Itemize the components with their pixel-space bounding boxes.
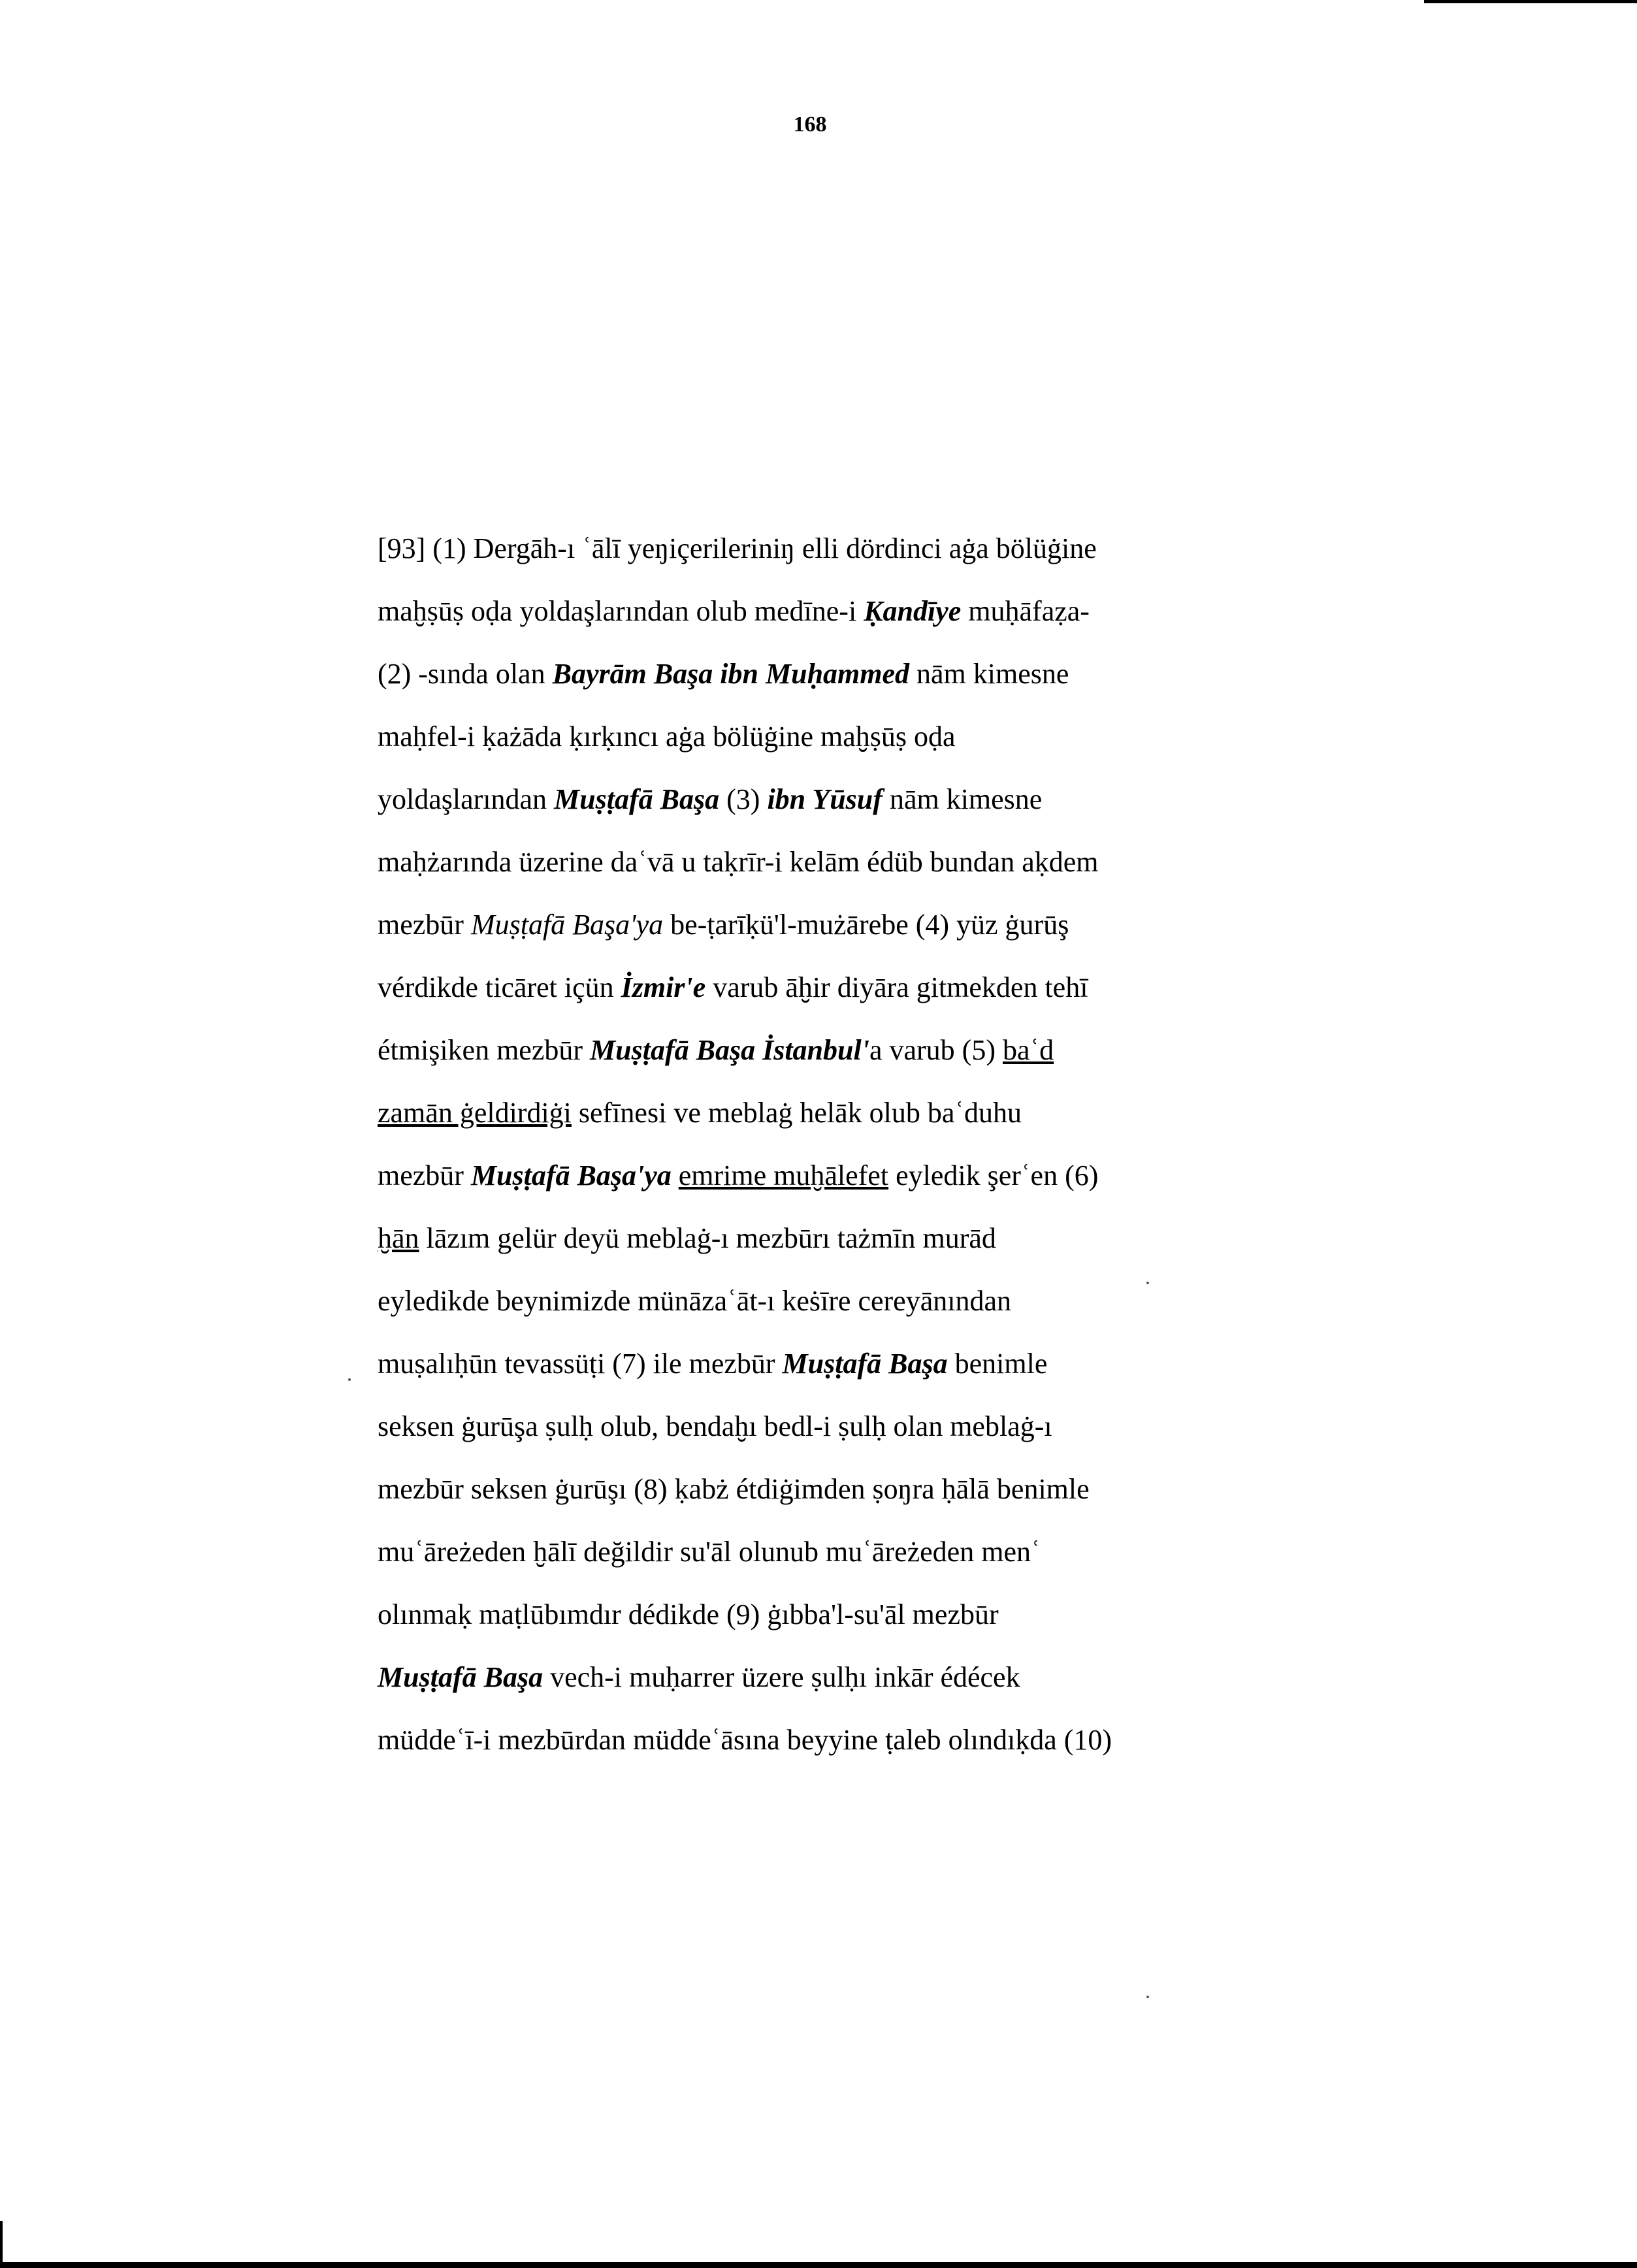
- text-segment: étmişiken mezbūr: [378, 1034, 591, 1066]
- scan-speck: [1146, 1996, 1149, 1998]
- text-line: [378, 705, 1292, 768]
- emphasized-segment: Muṣṭafā Başa İstanbul': [590, 1034, 869, 1066]
- text-segment: benimle: [947, 1348, 1048, 1380]
- text-line: [378, 1144, 1292, 1207]
- text-segment: muʿāreżeden ḫālī değildir su'āl olunub muʿāreżeden menʿ: [378, 1536, 1041, 1568]
- emphasized-segment: ibn Yūsuf: [767, 783, 883, 815]
- text-segment: [93] (1) Dergāh-ı ʿālī yeŋiçerileriniŋ elli dördinci aġa bölüġine: [378, 532, 1097, 564]
- text-line: [378, 894, 1292, 956]
- text-line: [378, 831, 1292, 894]
- page-number: 168: [793, 112, 827, 137]
- text-segment: nām kimesne: [909, 658, 1069, 690]
- text-line: [378, 1019, 1292, 1082]
- text-segment: maḫṣūṣ oḍa yoldaşlarından olub medīne-i: [378, 595, 864, 627]
- scan-edge-bottom: [0, 2262, 1637, 2268]
- text-segment: [672, 1159, 679, 1191]
- text-segment: (3): [719, 783, 768, 815]
- text-line: [378, 1333, 1292, 1395]
- scan-speck: [348, 1378, 351, 1381]
- text-segment: sefīnesi ve meblaġ helāk olub baʿduhu: [571, 1097, 1022, 1129]
- transcription-body: [378, 517, 1292, 1772]
- emphasized-segment: Muṣṭafā Başa: [554, 783, 720, 815]
- text-segment: eyledik şerʿen (6): [888, 1159, 1099, 1191]
- text-line: [378, 768, 1292, 831]
- text-line: [378, 1082, 1292, 1144]
- text-line: [378, 1583, 1292, 1646]
- scan-edge-left: [0, 2221, 3, 2268]
- text-segment: eyledikde beynimizde münāzaʿāt-ı keṡīre cereyānından: [378, 1285, 1011, 1317]
- text-segment: muṣalıḥūn tevassüṭi (7) ile mezbūr: [378, 1348, 783, 1380]
- text-line: [378, 956, 1292, 1019]
- scan-speck: [1146, 1282, 1149, 1284]
- text-line: [378, 580, 1292, 643]
- text-line: [378, 643, 1292, 705]
- text-segment: müddeʿī-i mezbūrdan müddeʿāsına beyyine ṭaleb olındıḳda (10): [378, 1724, 1112, 1756]
- text-line: [378, 1709, 1292, 1772]
- underlined-segment: ḫān: [378, 1222, 419, 1254]
- emphasized-segment: Ḳandīye: [864, 595, 962, 627]
- scan-edge-top: [1424, 0, 1637, 3]
- emphasized-segment: Muṣṭafā Başa'ya: [470, 1159, 672, 1191]
- text-segment: maḥfel-i ḳażāda ḳırḳıncı aġa bölüġine maḫṣūṣ oḍa: [378, 721, 956, 753]
- emphasized-segment: Muṣṭafā Başa'ya: [470, 909, 664, 941]
- underlined-segment: emrime muḫālefet: [678, 1159, 889, 1191]
- text-line: [378, 1207, 1292, 1270]
- text-segment: olınmaḳ maṭlūbımdır dédikde (9) ġıbba'l-su'āl mezbūr: [378, 1598, 999, 1630]
- text-segment: (2) -sında olan: [378, 658, 553, 690]
- emphasized-segment: Bayrām Başa ibn Muḥammed: [552, 658, 910, 690]
- underlined-segment: zamān ġeldirdiġi: [378, 1097, 572, 1129]
- text-segment: muḥāfaẓa-: [961, 595, 1090, 627]
- text-line: [378, 1521, 1292, 1583]
- text-segment: maḥżarında üzerine daʿvā u taḳrīr-i kelām édüb bundan aḳdem: [378, 846, 1099, 878]
- text-line: [378, 1458, 1292, 1521]
- text-line: [378, 1395, 1292, 1458]
- emphasized-segment: Muṣṭafā Başa: [782, 1348, 948, 1380]
- text-segment: be-ṭarīḳü'l-mużārebe (4) yüz ġurūş: [663, 909, 1069, 941]
- text-line: [378, 1270, 1292, 1333]
- text-segment: vech-i muḥarrer üzere ṣulḥı inkār édécek: [543, 1661, 1020, 1693]
- text-segment: mezbūr: [378, 909, 471, 941]
- emphasized-segment: Muṣṭafā Başa: [378, 1661, 543, 1693]
- text-segment: lāzım gelür deyü meblaġ-ı mezbūrı tażmīn murād: [419, 1222, 996, 1254]
- text-segment: varub āḫir diyāra gitmekden tehī: [705, 971, 1088, 1003]
- emphasized-segment: İzmir'e: [621, 971, 706, 1003]
- text-segment: mezbūr seksen ġurūşı (8) ḳabż étdiġimden ṣoŋra ḥālā benimle: [378, 1473, 1090, 1505]
- text-segment: yoldaşlarından: [378, 783, 555, 815]
- text-segment: nām kimesne: [882, 783, 1043, 815]
- text-line: [378, 517, 1292, 580]
- text-segment: vérdikde ticāret içün: [378, 971, 621, 1003]
- text-segment: seksen ġurūşa ṣulḥ olub, bendaḫı bedl-i ṣulḥ olan meblaġ-ı: [378, 1410, 1052, 1442]
- text-segment: mezbūr: [378, 1159, 471, 1191]
- underlined-segment: baʿd: [1002, 1034, 1054, 1066]
- text-line: [378, 1646, 1292, 1709]
- text-segment: a varub (5): [869, 1034, 1003, 1066]
